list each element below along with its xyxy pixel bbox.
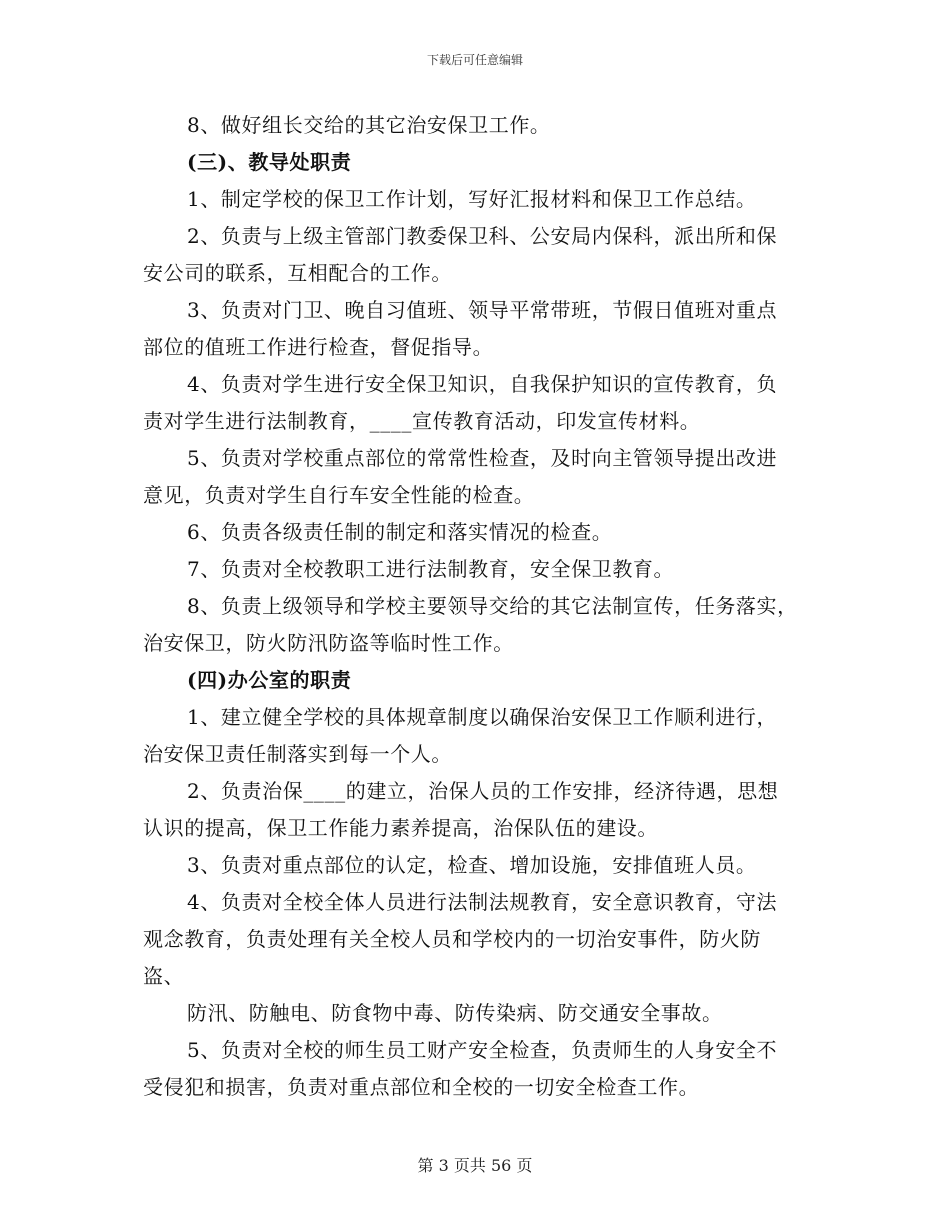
section-heading: (三)、教导处职责 (187, 150, 352, 174)
text-line: 1、制定学校的保卫工作计划，写好汇报材料和保卫工作总结。 (187, 187, 757, 211)
text-line: 责对学生进行法制教育，____宣传教育活动，印发宣传材料。 (143, 409, 701, 433)
text-line: 7、负责对全校教职工进行法制教育，安全保卫教育。 (187, 557, 675, 581)
text-line: 1、建立健全学校的具体规章制度以确保治安保卫工作顺利进行， (187, 705, 778, 729)
document-body (143, 107, 808, 1106)
text-line: 5、负责对学校重点部位的常常性检查，及时向主管领导提出改进 (187, 446, 778, 470)
text-line: 治安保卫，防火防汛防盗等临时性工作。 (143, 631, 514, 655)
text-line: 意见，负责对学生自行车安全性能的检查。 (143, 483, 535, 507)
text-line: 治安保卫责任制落实到每一个人。 (143, 742, 452, 766)
text-line: 认识的提高，保卫工作能力素养提高，治保队伍的建设。 (143, 816, 658, 840)
text-line: 防汛、防触电、防食物中毒、防传染病、防交通安全事故。 (187, 1001, 723, 1025)
page-header: 下载后可任意编辑 (426, 53, 523, 67)
text-line: 盗、 (143, 964, 185, 988)
text-line: 8、做好组长交给的其它治安保卫工作。 (187, 113, 551, 137)
text-line: 部位的值班工作进行检查，督促指导。 (143, 335, 494, 359)
section-heading: (四)办公室的职责 (187, 668, 352, 692)
text-line: 安公司的联系，互相配合的工作。 (143, 261, 452, 285)
text-line: 3、负责对门卫、晚自习值班、领导平常带班，节假日值班对重点 (187, 298, 778, 322)
text-line: 5、负责对全校的师生员工财产安全检查，负责师生的人身安全不 (187, 1038, 778, 1062)
text-line: 6、负责各级责任制的制定和落实情况的检查。 (187, 520, 613, 544)
text-line: 8、负责上级领导和学校主要领导交给的其它法制宣传，任务落实， (187, 594, 798, 618)
text-line: 观念教育，负责处理有关全校人员和学校内的一切治安事件，防火防 (143, 927, 761, 951)
text-line: 受侵犯和损害，负责对重点部位和全校的一切安全检查工作。 (143, 1075, 700, 1099)
text-line: 4、负责对全校全体人员进行法制法规教育，安全意识教育，守法 (187, 890, 778, 914)
text-line: 2、负责治保____的建立，治保人员的工作安排，经济待遇，思想 (187, 779, 779, 803)
text-line: 3、负责对重点部位的认定，检查、增加设施，安排值班人员。 (187, 853, 757, 877)
text-line: 4、负责对学生进行安全保卫知识，自我保护知识的宣传教育，负 (187, 372, 778, 396)
text-line: 2、负责与上级主管部门教委保卫科、公安局内保科，派出所和保 (187, 224, 778, 248)
page-footer: 第 3 页共 56 页 (417, 1156, 533, 1175)
